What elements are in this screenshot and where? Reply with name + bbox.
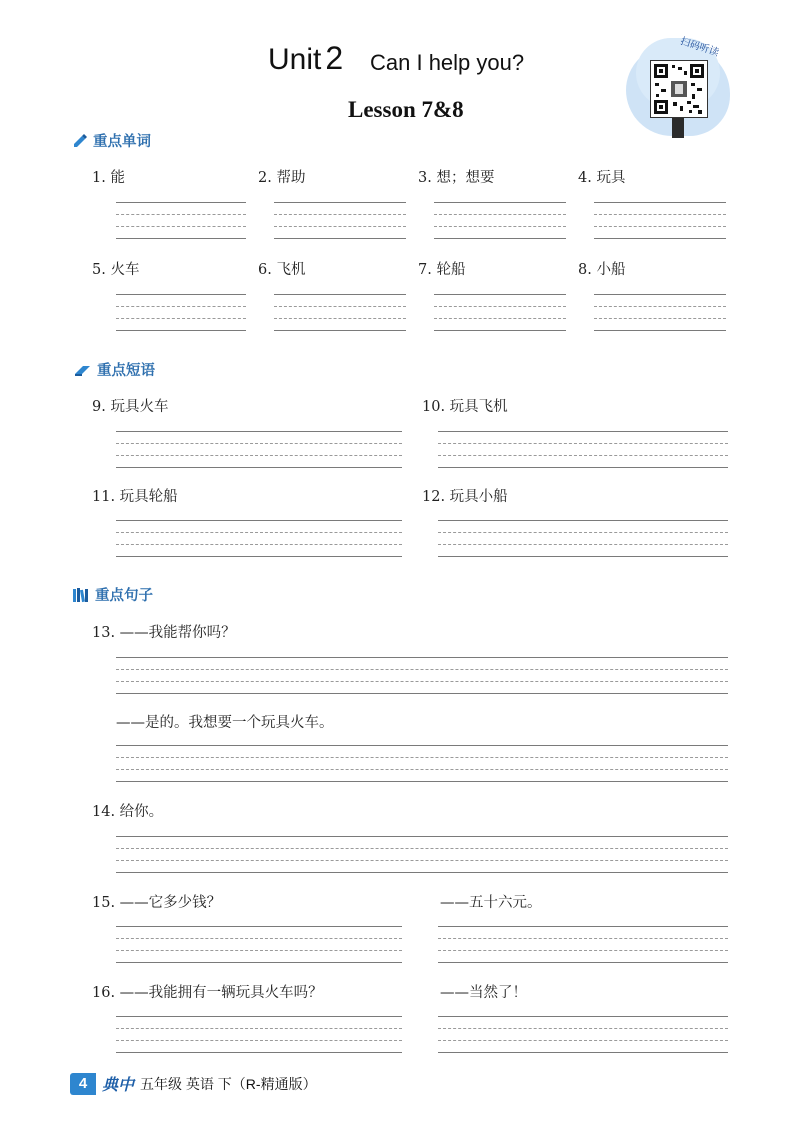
qr-label: 扫码听读 xyxy=(678,35,721,59)
book-title: 五年级 英语 下（R-精通版） xyxy=(140,1075,317,1092)
answer-lines[interactable] xyxy=(438,1016,728,1052)
unit-number: 2 xyxy=(325,40,344,76)
phrase-prompt-10: 10. 玩具飞机 xyxy=(422,399,508,415)
answer-lines[interactable] xyxy=(116,836,728,872)
section-words-title: 重点单词 xyxy=(93,134,151,150)
answer-lines[interactable] xyxy=(438,926,728,962)
section-sentences-heading xyxy=(72,584,153,605)
qr-code-block[interactable] xyxy=(626,35,730,140)
lesson-title: Lesson 7&8 xyxy=(348,97,464,122)
phrase-prompt-9: 9. 玩具火车 xyxy=(92,399,169,415)
phrase-prompt-11: 11. 玩具轮船 xyxy=(92,489,178,505)
books-icon xyxy=(72,587,90,603)
word-prompt-6: 6. 飞机 xyxy=(258,262,306,278)
answer-lines[interactable] xyxy=(116,745,728,781)
page-footer xyxy=(70,1072,317,1095)
answer-lines[interactable] xyxy=(594,294,726,330)
answer-lines[interactable] xyxy=(438,431,728,467)
page-number: 4 xyxy=(70,1073,96,1095)
word-prompt-2: 2. 帮助 xyxy=(258,170,306,186)
answer-lines[interactable] xyxy=(434,202,566,238)
section-sentences-title: 重点句子 xyxy=(95,588,153,604)
brand-logo: 典中 xyxy=(102,1077,135,1094)
sentence-prompt-16-reply: ——当然了！ xyxy=(440,985,527,1001)
unit-label: Unit xyxy=(268,43,322,76)
pencil-icon xyxy=(72,133,88,149)
answer-lines[interactable] xyxy=(116,431,402,467)
word-prompt-4: 4. 玩具 xyxy=(578,170,626,186)
word-prompt-5: 5. 火车 xyxy=(92,262,140,278)
sentence-prompt-13-reply: ——是的。我想要一个玩具火车。 xyxy=(116,715,334,731)
unit-heading xyxy=(268,40,343,77)
sentence-prompt-14: 14. 给你。 xyxy=(92,804,164,820)
section-phrases-heading xyxy=(74,359,155,380)
answer-lines[interactable] xyxy=(594,202,726,238)
book-icon xyxy=(74,362,92,378)
phrase-prompt-12: 12. 玩具小船 xyxy=(422,489,508,505)
unit-title: Can I help you? xyxy=(370,50,525,75)
word-prompt-1: 1. 能 xyxy=(92,170,125,186)
answer-lines[interactable] xyxy=(274,202,406,238)
answer-lines[interactable] xyxy=(116,926,402,962)
qr-stand xyxy=(672,118,684,138)
answer-lines[interactable] xyxy=(116,1016,402,1052)
section-phrases-title: 重点短语 xyxy=(97,363,155,379)
section-words-heading xyxy=(72,130,151,151)
sentence-prompt-15: 15. ——它多少钱？ xyxy=(92,895,222,911)
answer-lines[interactable] xyxy=(116,657,728,693)
word-prompt-8: 8. 小船 xyxy=(578,262,626,278)
answer-lines[interactable] xyxy=(116,520,402,556)
sentence-prompt-16: 16. ——我能拥有一辆玩具火车吗？ xyxy=(92,985,323,1001)
answer-lines[interactable] xyxy=(116,202,246,238)
answer-lines[interactable] xyxy=(434,294,566,330)
answer-lines[interactable] xyxy=(274,294,406,330)
answer-lines[interactable] xyxy=(438,520,728,556)
qr-code-icon[interactable] xyxy=(650,60,708,118)
word-prompt-3: 3. 想；想要 xyxy=(418,170,495,186)
sentence-prompt-13: 13. ——我能帮你吗？ xyxy=(92,625,236,641)
word-prompt-7: 7. 轮船 xyxy=(418,262,466,278)
answer-lines[interactable] xyxy=(116,294,246,330)
sentence-prompt-15-reply: ——五十六元。 xyxy=(440,895,542,911)
